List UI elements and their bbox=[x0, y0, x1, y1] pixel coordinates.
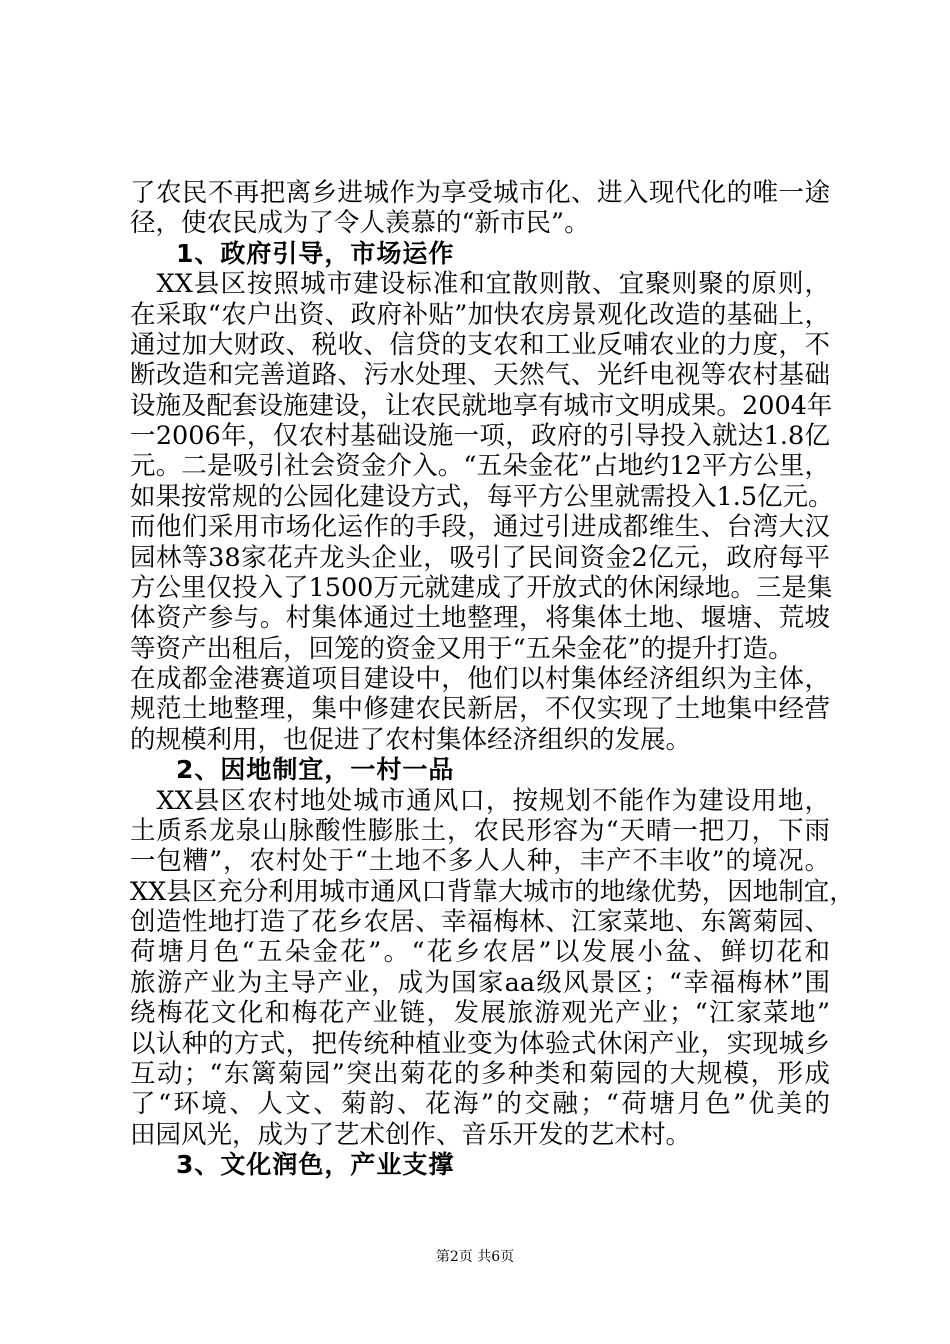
paragraph-line: 土质系龙泉山脉酸性膨胀土，农民形容为“天晴一把刀，下雨 bbox=[130, 816, 830, 846]
paragraph-line: 体资产参与。村集体通过土地整理，将集体土地、堰塘、荒坡 bbox=[130, 603, 830, 633]
paragraph-line: 绕梅花文化和梅花产业链，发展旅游观光产业；“江家菜地” bbox=[130, 998, 830, 1028]
section-heading: 3、文化润色，产业支撑 bbox=[176, 1150, 455, 1179]
paragraph-line: 以认种的方式，把传统种植业变为体验式休闲产业，实现城乡 bbox=[130, 1029, 830, 1059]
paragraph-line: 了“环境、人文、菊韵、花海”的交融；“荷塘月色”优美的 bbox=[130, 1089, 830, 1119]
paragraph-line: 荷塘月色“五朵金花”。“花乡农居”以发展小盆、鲜切花和 bbox=[130, 937, 830, 967]
paragraph-line: 而他们采用市场化运作的手段，通过引进成都维生、台湾大汉 bbox=[130, 512, 830, 542]
paragraph-line: 在成都金港赛道项目建设中，他们以村集体经济组织为主体， bbox=[130, 664, 830, 694]
paragraph-line: 创造性地打造了花乡农居、幸福梅林、江家菜地、东篱菊园、 bbox=[130, 907, 830, 937]
paragraph-line: 径，使农民成为了令人羡慕的“新市民”。 bbox=[130, 208, 590, 238]
paragraph-line: 设施及配套设施建设，让农民就地享有城市文明成果。2004年 bbox=[130, 391, 833, 421]
page-footer: 第2页 共6页 bbox=[435, 1249, 515, 1265]
paragraph-line: 等资产出租后，回笼的资金又用于“五朵金花”的提升打造。 bbox=[130, 634, 794, 664]
paragraph-line: 如果按常规的公园化建设方式，每平方公里就需投入1.5亿元。 bbox=[130, 482, 834, 512]
paragraph-line: XX县区农村地处城市通风口，按规划不能作为建设用地， bbox=[130, 786, 830, 816]
paragraph-line: 在采取“农户出资、政府补贴”加快农房景观化改造的基础上， bbox=[130, 300, 830, 330]
paragraph-line: 园林等38家花卉龙头企业，吸引了民间资金2亿元，政府每平 bbox=[130, 543, 830, 573]
paragraph-line: 了农民不再把离乡进城作为享受城市化、进入现代化的唯一途 bbox=[130, 178, 830, 208]
paragraph-line: 元。二是吸引社会资金介入。“五朵金花”占地约12平方公里， bbox=[130, 451, 830, 481]
paragraph-line: 旅游产业为主导产业，成为国家aa级风景区；“幸福梅林”围 bbox=[130, 968, 830, 998]
paragraph-line: 一包糟”，农村处于“土地不多人人种，丰产不丰收”的境况。 bbox=[130, 846, 830, 876]
paragraph-line: 田园风光，成为了艺术创作、音乐开发的艺术村。 bbox=[130, 1120, 692, 1150]
paragraph-line: 断改造和完善道路、污水处理、天然气、光纤电视等农村基础 bbox=[130, 360, 830, 390]
paragraph-line: 方公里仅投入了1500万元就建成了开放式的休闲绿地。三是集 bbox=[130, 573, 833, 603]
section-heading: 2、因地制宜，一村一品 bbox=[176, 755, 455, 784]
section-heading: 1、政府引导，市场运作 bbox=[176, 239, 455, 268]
paragraph-line: 规范土地整理，集中修建农民新居，不仅实现了土地集中经营 bbox=[130, 694, 830, 724]
paragraph-line: 通过加大财政、税收、信贷的支农和工业反哺农业的力度，不 bbox=[130, 330, 830, 360]
paragraph-line: 互动；“东篱菊园”突出菊花的多种类和菊园的大规模，形成 bbox=[130, 1059, 830, 1089]
paragraph-line: 一2006年，仅农村基础设施一项，政府的引导投入就达1.8亿 bbox=[130, 421, 830, 451]
paragraph-line: 的规模利用，也促进了农村集体经济组织的发展。 bbox=[130, 725, 692, 755]
paragraph-line: XX县区充分利用城市通风口背靠大城市的地缘优势，因地制宜， bbox=[130, 877, 855, 907]
paragraph-line: XX县区按照城市建设标准和宜散则散、宜聚则聚的原则， bbox=[130, 269, 830, 299]
